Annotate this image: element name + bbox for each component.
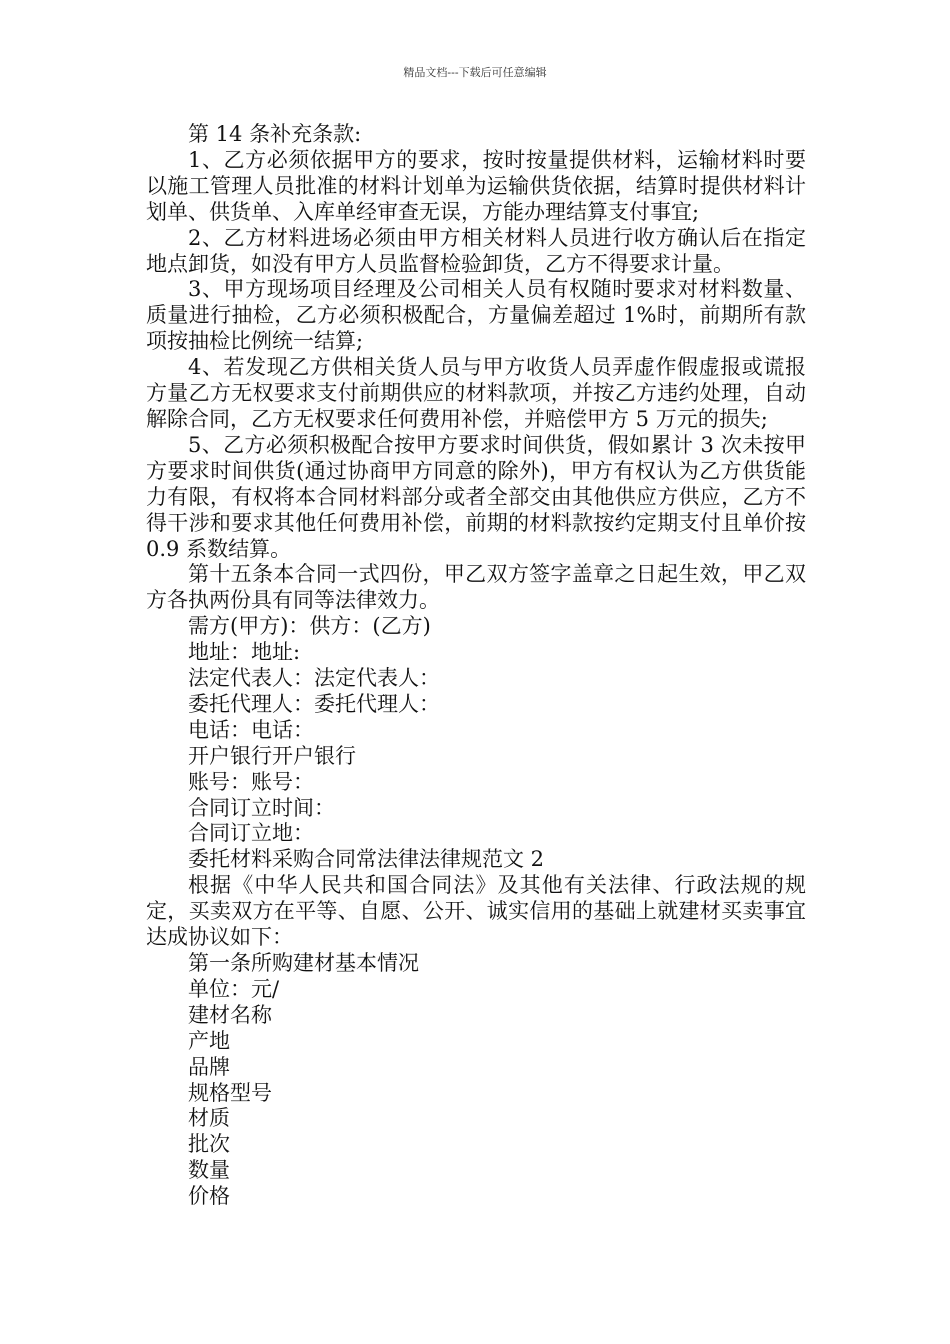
signature-line-bank: 开户银行开户银行 <box>188 743 356 768</box>
section-2-intro: 根据《中华人民共和国合同法》及其他有关法律、行政法规的规定，买卖双方在平等、自愿、公开、诚实信用的基础上就建材买卖事宜达成协议如下： <box>146 873 806 950</box>
table-line-spec: 规格型号 <box>188 1080 272 1105</box>
clause-14-item-5: 5、乙方必须积极配合按甲方要求时间供货，假如累计 3 次未按甲方要求时间供货(通过协商甲方同意的除外)，甲方有权认为乙方供货能力有限，有权将本合同材料部分或者全部交由其他供应方供应，乙方不得干涉和要求其他任何费用补偿，前期的材料款按约定期支付且单价按 0.9 系数结算。 <box>146 432 806 561</box>
clause-14-item-3: 3、甲方现场项目经理及公司相关人员有权随时要求对材料数量、质量进行抽检，乙方必须积极配合，方量偏差超过 1%时，前期所有款项按抽检比例统一结算; <box>146 277 806 354</box>
clause-14-item-4: 4、若发现乙方供相关货人员与甲方收货人员弄虚作假虚报或谎报方量乙方无权要求支付前期供应的材料款项，并按乙方违约处理，自动解除合同，乙方无权要求任何费用补偿，并赔偿甲方 5 万元的损失; <box>146 355 806 431</box>
signature-line-phone: 电话：电话： <box>188 717 314 742</box>
table-line-material-name: 建材名称 <box>188 1002 272 1027</box>
signature-line-account: 账号：账号： <box>188 769 314 794</box>
clause-15: 第十五条本合同一式四份，甲乙双方签字盖章之日起生效，甲乙双方各执两份具有同等法律效力。 <box>146 562 806 613</box>
table-line-batch: 批次 <box>188 1132 230 1157</box>
table-line-price: 价格 <box>188 1184 230 1209</box>
signature-line-party: 需方(甲方)：供方：(乙方) <box>188 614 431 639</box>
page-header: 精品文档---下载后可任意编辑 <box>403 66 547 79</box>
table-line-brand: 品牌 <box>188 1054 230 1079</box>
table-line-origin: 产地 <box>188 1028 230 1053</box>
signature-line-address: 地址：地址: <box>188 640 301 665</box>
clause-14-item-1: 1、乙方必须依据甲方的要求，按时按量提供材料，运输材料时要以施工管理人员批准的材料计划单为运输供货依据，结算时提供材料计划单、供货单、入库单经审查无误，方能办理结算支付事宜; <box>146 147 806 224</box>
table-line-unit: 单位：元/ <box>188 976 280 1001</box>
table-line-quantity: 数量 <box>188 1158 230 1183</box>
clause-14-title: 第 14 条补充条款: <box>188 122 362 146</box>
signature-line-place: 合同订立地： <box>188 821 314 846</box>
document-body <box>146 122 806 1210</box>
section-2-title: 委托材料采购合同常法律法律规范文 2 <box>188 847 545 872</box>
article-1-title: 第一条所购建材基本情况 <box>188 951 419 975</box>
signature-line-agent: 委托代理人：委托代理人： <box>188 691 440 716</box>
signature-line-date: 合同订立时间： <box>188 795 335 820</box>
signature-line-legal-rep: 法定代表人：法定代表人： <box>188 666 440 691</box>
clause-14-item-2: 2、乙方材料进场必须由甲方相关材料人员进行收方确认后在指定地点卸货，如没有甲方人员监督检验卸货，乙方不得要求计量。 <box>146 225 806 276</box>
table-line-material: 材质 <box>188 1106 230 1131</box>
